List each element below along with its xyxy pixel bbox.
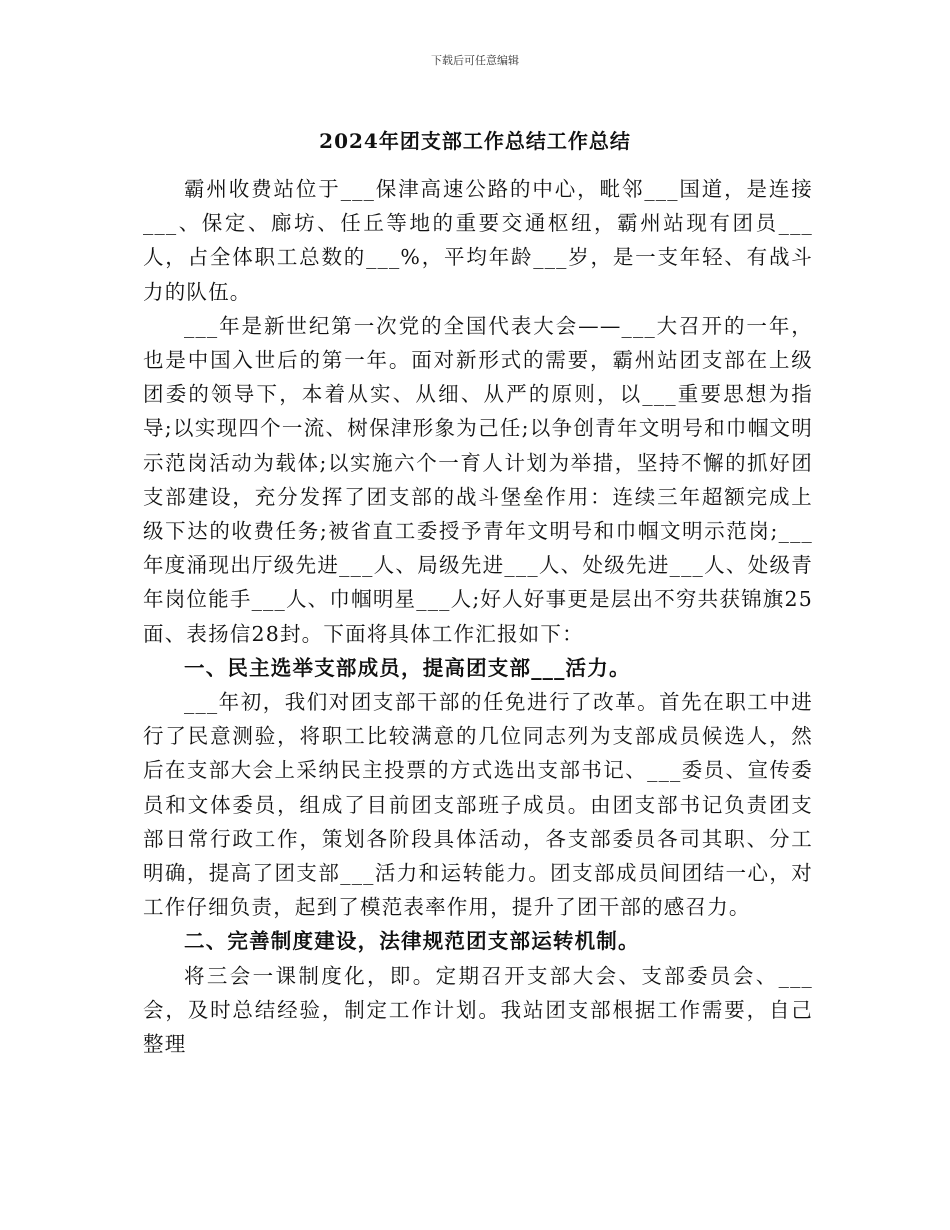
overview-paragraph: ___年是新世纪第一次党的全国代表大会——___大召开的一年，也是中国入世后的第一年。面对新形式的需要，霸州站团支部在上级团委的领导下，本着从实、从细、从严的原则，以___重要思想为指导;以实现四个一流、树保津形象为己任;以争创青年文明号和巾帼文明示范岗活动为载体;以实施六个一育人计划为举措，坚持不懈的抓好团支部建设，充分发挥了团支部的战斗堡垒作用：连续三年超额完成上级下达的收费任务;被省直工委授予青年文明号和巾帼文明示范岗;___年度涌现出厅级先进___人、局级先进___人、处级先进___人、处级青年岗位能手___人、巾帼明星___人;好人好事更是层出不穷共获锦旗25面、表扬信28封。下面将具体工作汇报如下：: [143, 313, 813, 646]
document-title: 2024年团支部工作总结工作总结: [319, 129, 631, 153]
document-body: [143, 172, 813, 1061]
section-heading-1: 一、民主选举支部成员，提高团支部___活力。: [184, 655, 631, 680]
header-note: 下载后可任意编辑: [431, 54, 519, 67]
section-heading-2: 二、完善制度建设，法律规范团支部运转机制。: [184, 929, 640, 954]
section-2-paragraph: 将三会一课制度化，即。定期召开支部大会、支部委员会、___会，及时总结经验，制定工作计划。我站团支部根据工作需要，自己整理: [143, 963, 813, 1057]
section-1-paragraph: ___年初，我们对团支部干部的任免进行了改革。首先在职工中进行了民意测验，将职工比较满意的几位同志列为支部成员候选人，然后在支部大会上采纳民主投票的方式选出支部书记、___委员、宣传委员和文体委员，组成了目前团支部班子成员。由团支部书记负责团支部日常行政工作，策划各阶段具体活动，各支部委员各司其职、分工明确，提高了团支部___活力和运转能力。团支部成员间团结一心，对工作仔细负责，起到了模范表率作用，提升了团干部的感召力。: [143, 690, 813, 920]
intro-paragraph: 霸州收费站位于___保津高速公路的中心，毗邻___国道，是连接___、保定、廊坊、任丘等地的重要交通枢纽，霸州站现有团员___人，占全体职工总数的___%，平均年龄___岁，是一支年轻、有战斗力的队伍。: [143, 177, 813, 304]
